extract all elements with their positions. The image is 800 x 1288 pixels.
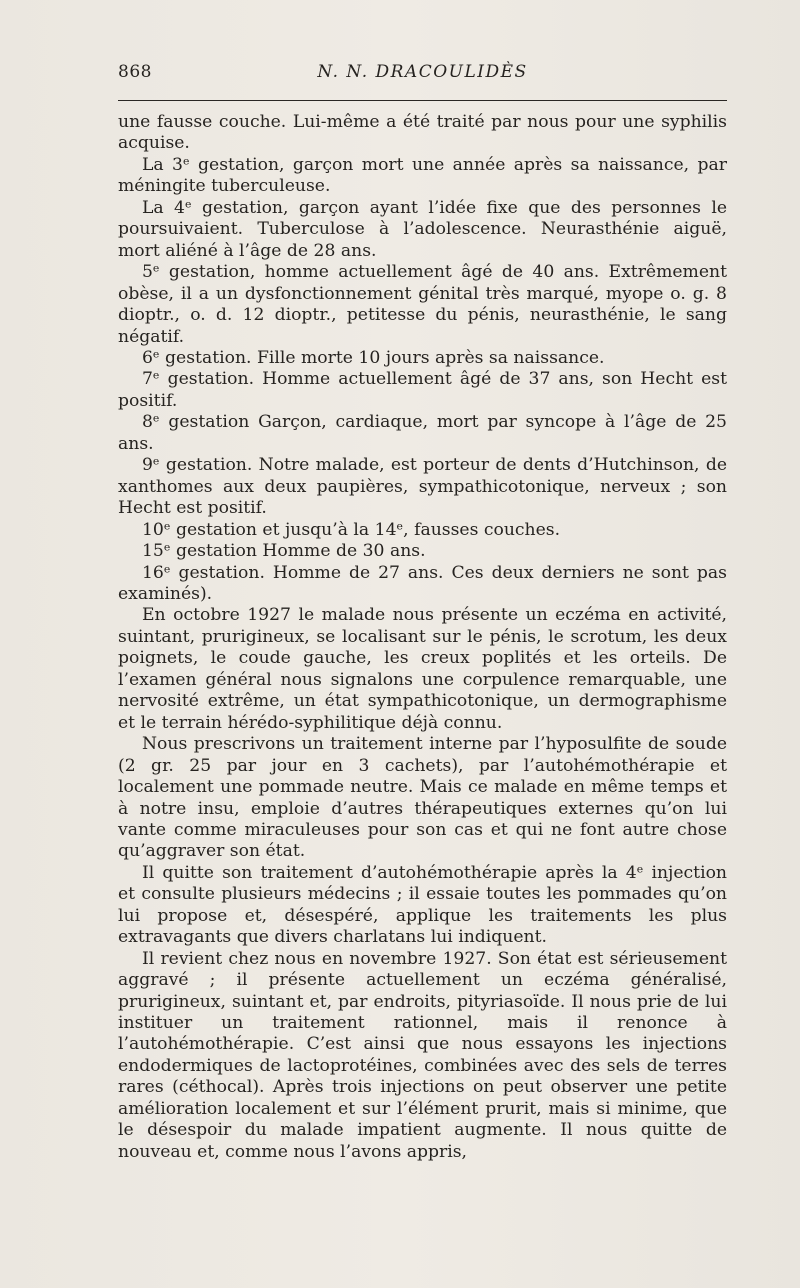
paragraph: une fausse couche. Lui-même a été traité par nous pour une syphilis acquise. [118, 112, 727, 154]
paragraph: La 4ᵉ gestation, garçon ayant l’idée fixe que des personnes le poursuivaient. Tuberculose à l’adolescence. Neurasthénie aiguë, mort aliéné à l’âge de 28 ans. [118, 197, 727, 261]
paragraph: 5ᵉ gestation, homme actuellement âgé de 40 ans. Extrêmement obèse, il a un dysfonctionnement génital très marqué, myope o. g. 8 dioptr., o. d. 12 dioptr., petitesse du pénis, neurasthénie, le sang négatif. [118, 262, 727, 347]
paragraph: 6ᵉ gestation. Fille morte 10 jours après sa naissance. [142, 347, 605, 368]
paragraph: 10ᵉ gestation et jusqu’à la 14ᵉ, fausses couches. [142, 519, 561, 540]
header-rule [118, 100, 727, 101]
paragraph: La 3ᵉ gestation, garçon mort une année après sa naissance, par méningite tuberculeuse. [118, 154, 727, 197]
page-number: 868 [118, 62, 152, 82]
paragraph: 8ᵉ gestation Garçon, cardiaque, mort par syncope à l’âge de 25 ans. [118, 412, 727, 454]
paragraph: 15ᵉ gestation Homme de 30 ans. [142, 541, 426, 562]
paragraph: 16ᵉ gestation. Homme de 27 ans. Ces deux derniers ne sont pas examinés). [118, 562, 727, 604]
running-head-author: N. N. DRACOULIDÈS [317, 62, 528, 82]
paragraph: Nous prescrivons un traitement interne par l’hyposulfite de soude (2 gr. 25 par jour en 3 cachets), par l’autohémothérapie et localement une pommade neutre. Mais ce malade en même temps et à notre insu, emploie d’autres thérapeutiques externes qu’on lui vante comme miraculeuses pour son cas et qui ne font autre chose qu’aggraver son état. [118, 734, 727, 862]
paragraph: En octobre 1927 le malade nous présente un eczéma en activité, suintant, prurigineux, se localisant sur le pénis, le scrotum, les deux poignets, le coude gauche, les creux poplités et les orteils. De l’examen général nous signalons une corpulence remarquable, une nervosité extrême, un état sympathicotonique, un dermographisme et le terrain hérédo-syphilitique déjà connu. [118, 605, 727, 733]
page-header [118, 62, 727, 88]
paragraph: 7ᵉ gestation. Homme actuellement âgé de 37 ans, son Hecht est positif. [118, 369, 727, 411]
paragraph: Il revient chez nous en novembre 1927. Son état est sérieusement aggravé ; il présente actuellement un eczéma généralisé, prurigineux, suintant et, par endroits, pityriasoïde. Il nous prie de lui instituer un traitement rationnel, mais il renonce à l’autohémothérapie. C’est ainsi que nous essayons les injections endodermiques de lactoprotéines, combinées avec des sels de terres rares (céthocal). Après trois injections on peut observer une petite amélioration localement et sur l’élément prurit, mais si minime, que le désespoir du malade impatient augmente. Il nous quitte de nouveau et, comme nous l’avons appris, [118, 948, 727, 1162]
body-text [118, 112, 727, 1163]
paragraph: Il quitte son traitement d’autohémothérapie après la 4ᵉ injection et consulte plusieurs médecins ; il essaie toutes les pommades qu’on lui propose et, désespéré, applique les traitements les plus extravagants que divers charlatans lui indiquent. [118, 862, 727, 948]
paragraph: 9ᵉ gestation. Notre malade, est porteur de dents d’Hutchinson, de xanthomes aux deux paupières, sympathicotonique, nerveux ; son Hecht est positif. [118, 455, 727, 519]
